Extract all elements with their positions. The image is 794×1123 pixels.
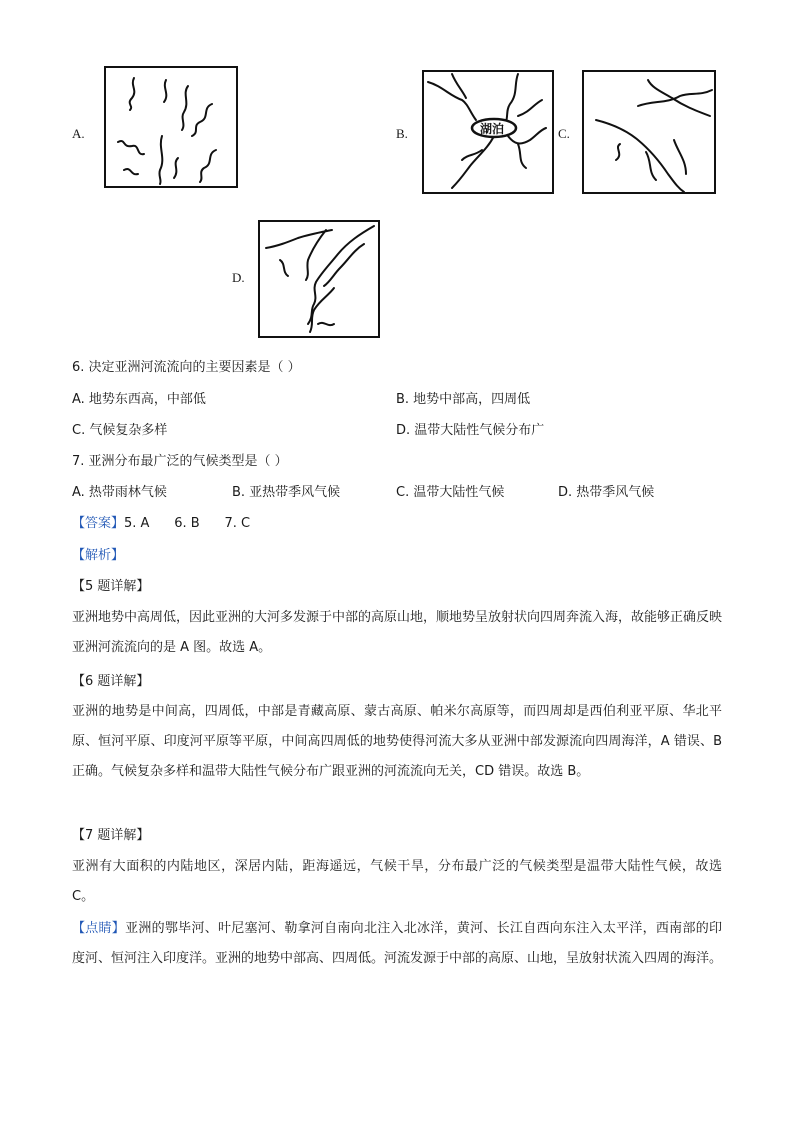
q6-option-b: B. 地势中部高，四周低 — [396, 392, 531, 407]
q7-option-a: A. 热带雨林气候 — [72, 485, 167, 500]
figure-d-map — [258, 220, 380, 338]
q6-option-c: C. 气候复杂多样 — [72, 423, 168, 438]
q7-stem: 7. 亚洲分布最广泛的气候类型是（ ） — [72, 454, 288, 469]
q6-option-d: D. 温带大陆性气候分布广 — [396, 423, 545, 438]
tip-tag: 【点睛】 — [72, 921, 126, 936]
figure-a-map — [104, 66, 238, 188]
q7-option-b: B. 亚热带季风气候 — [232, 485, 341, 500]
q7-option-d: D. 热带季风气候 — [558, 485, 655, 500]
q6-detail-body: 亚洲的地势是中间高，四周低，中部是青藏高原、蒙古高原、帕米尔高原等，而四周却是西伯利亚平原、华北平原、恒河平原、印度河平原等平原，中间高四周低的地势使得河流大多从亚洲中部发源流向四周海洋，A 错误、B 正确。气候复杂多样和温带大陆性气候分布广跟亚洲的河流流向无关，CD 错误。故选 B。 — [72, 704, 722, 779]
q7-detail-body: 亚洲有大面积的内陆地区，深居内陆，距海遥远，气候干旱，分布最广泛的气候类型是温带大陆性气候，故选 C。 — [72, 859, 722, 904]
analysis-tag: 【解析】 — [72, 548, 125, 563]
answer-tag: 【答案】 — [72, 516, 125, 531]
q7-option-c: C. 温带大陆性气候 — [396, 485, 505, 500]
q7-detail-heading: 【7 题详解】 — [72, 828, 150, 843]
figure-b-map — [422, 70, 554, 194]
figure-a-label: A. — [72, 126, 85, 141]
tip-paragraph — [72, 914, 722, 974]
answer-text: 5. A 6. B 7. C — [124, 516, 251, 531]
figure-b-label: B. — [396, 126, 408, 141]
figure-c-map — [582, 70, 716, 194]
q6-detail-heading: 【6 题详解】 — [72, 674, 150, 689]
lake-label: 湖泊 — [480, 122, 505, 136]
figure-c-label: C. — [558, 126, 570, 141]
q6-stem: 6. 决定亚洲河流流向的主要因素是（ ） — [72, 360, 301, 375]
figure-d-label: D. — [232, 270, 245, 285]
tip-body: 亚洲的鄂毕河、叶尼塞河、勒拿河自南向北注入北冰洋，黄河、长江自西向东注入太平洋，西南部的印度河、恒河注入印度洋。亚洲的地势中部高、四周低。河流发源于中部的高原、山地，呈放射状流入四周的海洋。 — [72, 921, 723, 966]
q5-detail-body: 亚洲地势中高周低，因此亚洲的大河多发源于中部的高原山地，顺地势呈放射状向四周奔流入海，故能够正确反映亚洲河流流向的是 A 图。故选 A。 — [72, 610, 723, 655]
q6-option-a: A. 地势东西高，中部低 — [72, 392, 206, 407]
answer-line — [72, 514, 250, 534]
q5-detail-heading: 【5 题详解】 — [72, 579, 150, 594]
